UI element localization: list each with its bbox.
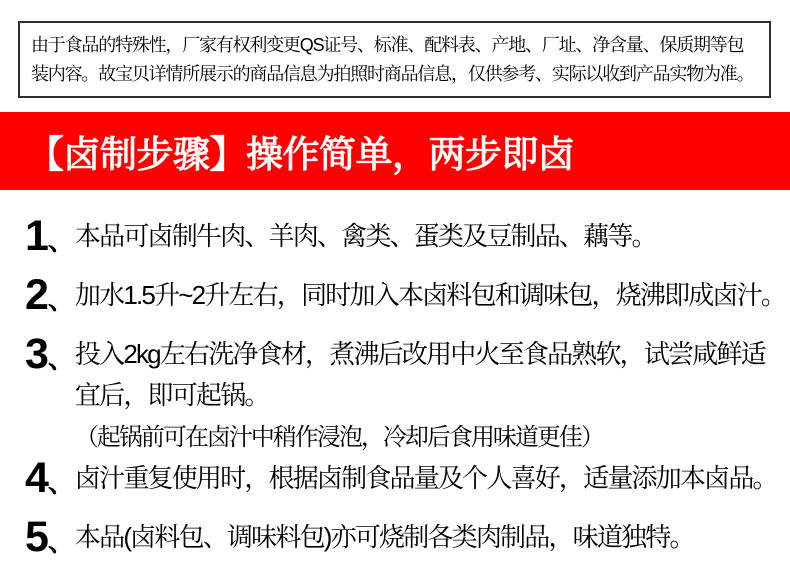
step-text — [75, 334, 773, 458]
step-number: 4、 — [25, 454, 75, 502]
step-text: 本品(卤料包、调味料包)亦可烧制各类肉制品，味道独特。 — [74, 522, 694, 552]
step-text: 本品可卤制牛肉、羊肉、禽类、蛋类及豆制品、藕等。 — [74, 221, 656, 251]
step-number: 5、 — [25, 513, 75, 561]
step-item-3 — [25, 330, 773, 458]
step-number: 3、 — [25, 330, 75, 378]
step-number: 2、 — [25, 271, 75, 319]
step-text: 加水1.5升~2升左右，同时加入本卤料包和调味包，烧沸即成卤汁。 — [74, 280, 786, 310]
step-number: 1、 — [25, 212, 75, 260]
section-banner-title: 【卤制步骤】操作简单，两步即卤 — [27, 134, 575, 175]
section-banner — [0, 112, 790, 190]
step-text: 卤汁重复使用时，根据卤制食品量及个人喜好，适量添加本卤品。 — [74, 463, 777, 493]
step-text-main: 投入2kg左右洗净食材，煮沸后改用中火至食品熟软，试尝咸鲜适宜后，即可起锅。 — [74, 339, 765, 410]
steps-list — [25, 212, 786, 576]
step-text-note: （起锅前可在卤汁中稍作浸泡，冷却后食用味道更佳） — [74, 424, 603, 451]
step-item-1 — [25, 212, 773, 262]
disclaimer-line-1: 由于食品的特殊性，厂家有权利变更QS证号、标准、配料表、产地、厂址、净含量、保质期等包 — [31, 35, 744, 55]
step-item-2 — [25, 271, 786, 321]
disclaimer-box — [18, 21, 771, 98]
step-item-4 — [25, 454, 777, 504]
step-item-5 — [25, 513, 773, 563]
disclaimer-line-2: 装内容。故宝贝详情所展示的商品信息为拍照时商品信息，仅供参考、实际以收到产品实物为准。 — [31, 64, 754, 84]
